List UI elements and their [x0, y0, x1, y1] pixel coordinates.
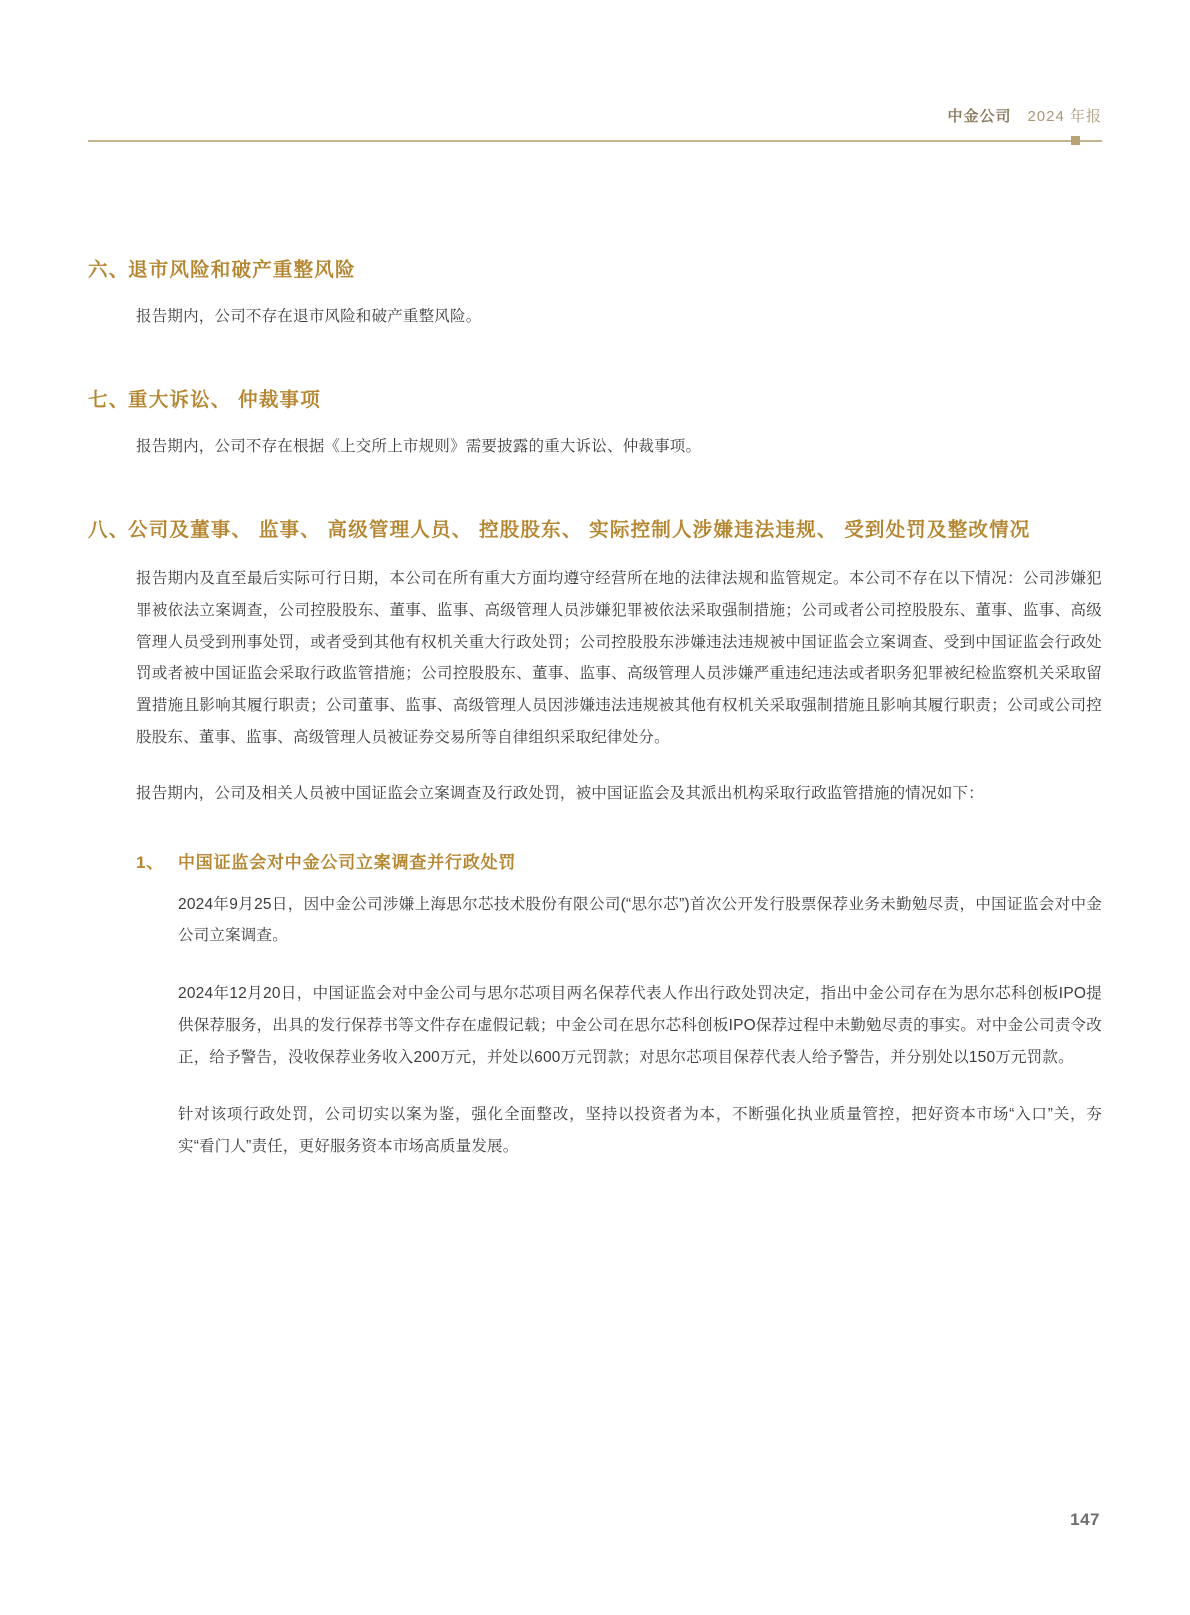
header-divider-marker: [1071, 136, 1080, 145]
header-company-name: 中金公司: [947, 107, 1012, 125]
section-number: 八、: [88, 518, 130, 541]
subsection-1-paragraph-2: 2024年12月20日，中国证监会对中金公司与思尔芯项目两名保荐代表人作出行政处罚决定，指出中金公司存在为思尔芯科创板IPO提供保荐服务，出具的发行保荐书等文件存在虚假记载；中金公司在思尔芯科创板IPO保荐过程中未勤勉尽责的事实。对中金公司责令改正，给予警告，没收保荐业务收入200万元，并处以600万元罚款；对思尔芯项目保荐代表人给予警告，并分别处以150万元罚款。: [178, 985, 1102, 1066]
header-text-row: [88, 104, 1102, 126]
page-number: 147: [1070, 1510, 1100, 1529]
section-number: 六、: [88, 259, 130, 281]
section-title: 重大诉讼、 仲裁事项: [128, 388, 321, 411]
header-report-title: 2024 年报: [1027, 107, 1102, 125]
subsection-title: 中国证监会对中金公司立案调查并行政处罚: [178, 852, 517, 872]
subsection-1-body: [178, 889, 1102, 1163]
section-eight-paragraph-1: 报告期内及直至最后实际可行日期，本公司在所有重大方面均遵守经营所在地的法律法规和监管规定。本公司不存在以下情况：公司涉嫌犯罪被依法立案调查，公司控股股东、董事、监事、高级管理人员涉嫌犯罪被依法采取强制措施；公司或者公司控股股东、董事、监事、高级管理人员受到刑事处罚，或者受到其他有权机关重大行政处罚；公司控股股东涉嫌违法违规被中国证监会立案调查、受到中国证监会行政处罚或者被中国证监会采取行政监管措施；公司控股股东、董事、监事、高级管理人员涉嫌严重违纪违法或者职务犯罪被纪检监察机关采取留置措施且影响其履行职责；公司董事、监事、高级管理人员因涉嫌违法违规被其他有权机关采取强制措施且影响其履行职责；公司或公司控股股东、董事、监事、高级管理人员被证券交易所等自律组织采取纪律处分。: [136, 570, 1102, 747]
header-divider: [88, 140, 1102, 142]
subsection-1-paragraph-3: 针对该项行政处罚，公司切实以案为鉴，强化全面整改，坚持以投资者为本，不断强化执业质量管控，把好资本市场“入口”关，夯实“看门人”责任，更好服务资本市场高质量发展。: [178, 1106, 1102, 1156]
section-heading-six: [88, 255, 1102, 285]
section-six-paragraph: 报告期内，公司不存在退市风险和破产重整风险。: [136, 308, 482, 326]
section-seven-paragraph: 报告期内，公司不存在根据《上交所上市规则》需要披露的重大诉讼、仲裁事项。: [136, 438, 702, 456]
section-heading-seven: [88, 385, 1102, 415]
document-content: [88, 255, 1102, 1163]
section-heading-eight: [88, 515, 1102, 545]
subsection-1-paragraph-1: 2024年9月25日，因中金公司涉嫌上海思尔芯技术股份有限公司(“思尔芯”)首次公开发行股票保荐业务未勤勉尽责，中国证监会对中金公司立案调查。: [178, 895, 1102, 945]
section-eight-body: [136, 563, 1102, 809]
section-eight-paragraph-2: 报告期内，公司及相关人员被中国证监会立案调查及行政处罚，被中国证监会及其派出机构采取行政监管措施的情况如下：: [136, 784, 984, 802]
section-title: 公司及董事、 监事、 高级管理人员、 控股股东、 实际控制人涉嫌违法违规、 受到处罚及整改情况: [128, 518, 1031, 541]
section-title: 退市风险和破产重整风险: [128, 259, 356, 281]
subsection-number: 1、: [136, 852, 165, 872]
section-number: 七、: [88, 388, 130, 411]
page-header: [88, 104, 1102, 148]
subsection-heading-1: [136, 848, 1102, 873]
